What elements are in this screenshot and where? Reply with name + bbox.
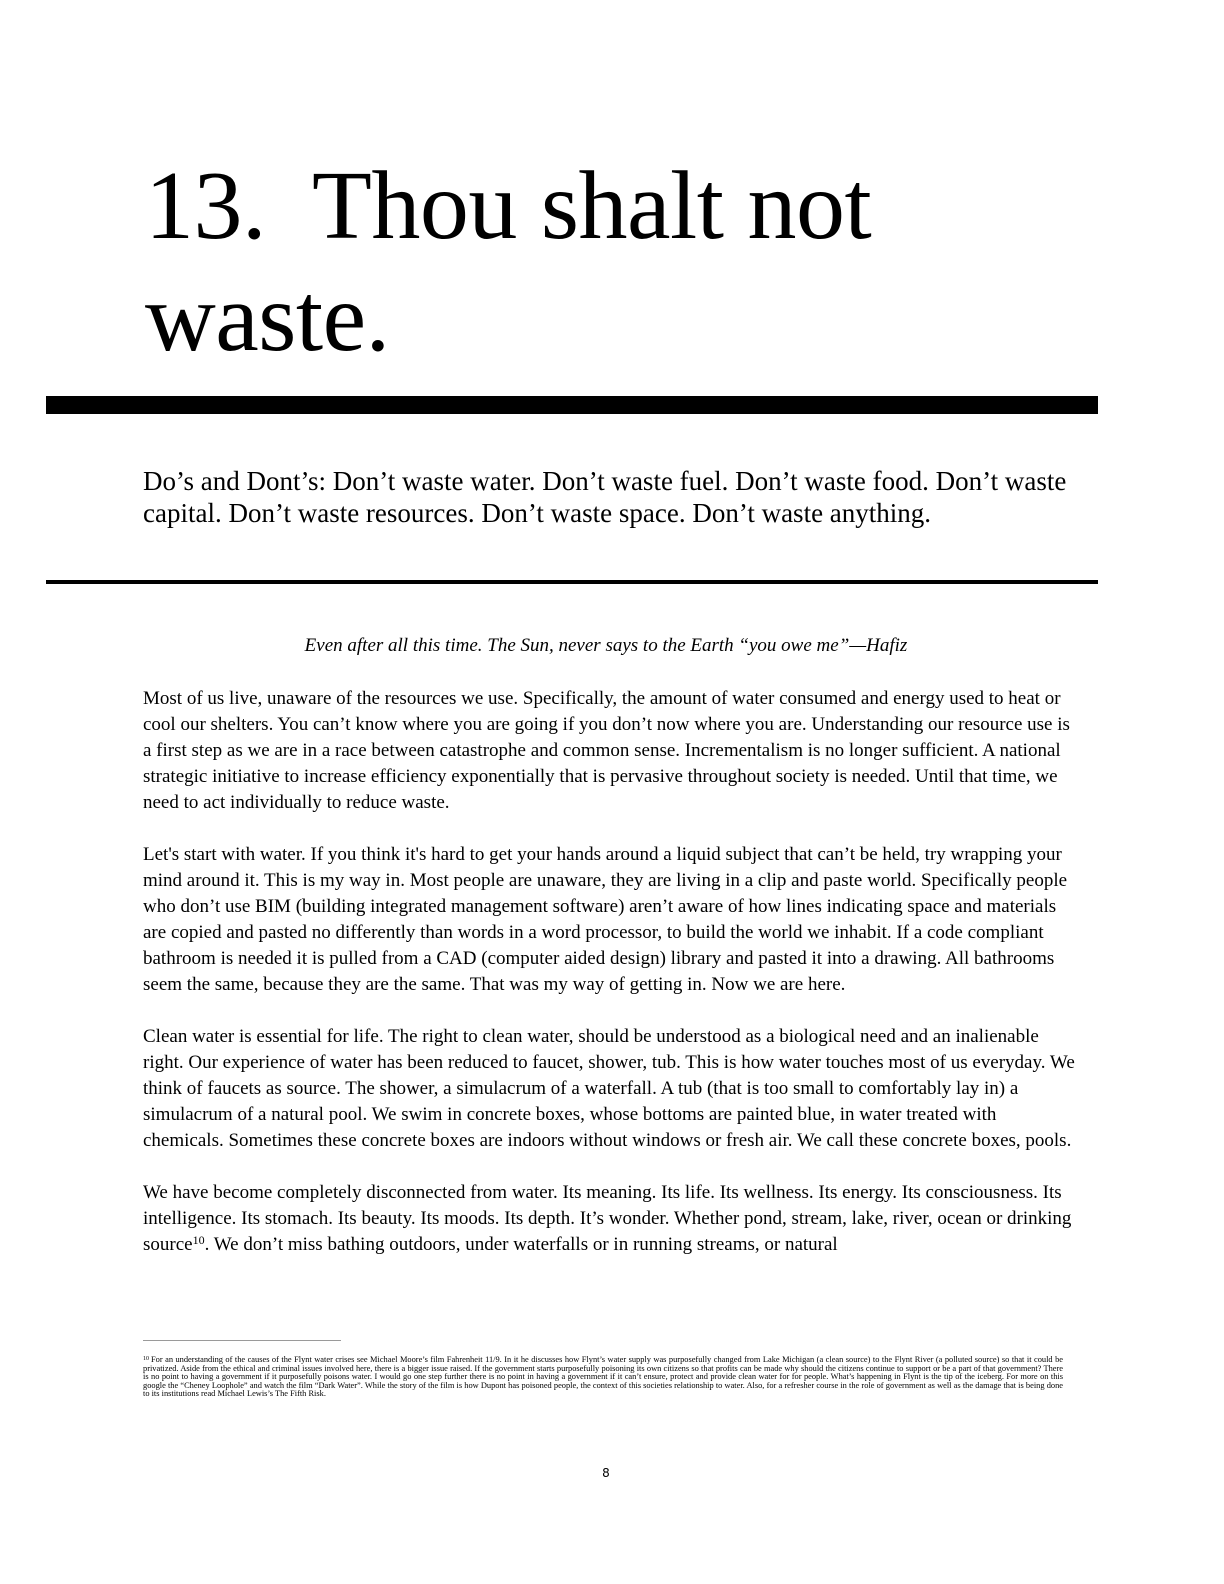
paragraph-last	[143, 1180, 1078, 1258]
footnote-marker: 10	[143, 1356, 149, 1362]
paragraph-last-continuation: . We don’t miss bathing outdoors, under waterfalls or in running streams, or natural	[204, 1234, 838, 1255]
paragraph-last-text: We have become completely disconnected from water. Its meaning. Its life. Its wellness. Its energy. Its consciousness. Its intelligence. Its stomach. Its beauty. Its moods. Its depth. It’s wonder. Whether pond, stream, lake, river, ocean or drinking source	[143, 1182, 1072, 1255]
page-number: 8	[602, 1466, 610, 1480]
footnote	[143, 1355, 1063, 1399]
chapter-number: 13.	[145, 152, 266, 260]
footnote-divider	[143, 1340, 341, 1341]
footnote-text: For an understanding of the causes of the Flynt water crises see Michael Moore’s film Fahrenheit 11/9. In it he discusses how Flynt’s water supply was purposefully changed from Lake Michigan (a clean source) to the Flynt River (a polluted source) so that it could be privatized. Aside from the ethical and criminal issues involved here, there is a bigger issue raised. If the government starts purposefully poisoning its own citizens so that profits can be made why should the citizens continue to support or be a part of that government? There is no point to having a government if it purposefully poisons water. I would go one step further there is no point in having a government if it can’t ensure, protect and provide clean water for for people. What’s happening in Flynt is the tip of the iceberg. For more on this google the “Cheney Loophole” and watch the film “Dark Water”. While the story of the film is how Dupont has poisoned people, the context of this societies relationship to water. Also, for a refresher course in the role of government as well as the damage that is being done to its institutions read Michael Lewis’s The Fifth Risk.	[143, 1355, 1063, 1399]
chapter-title	[145, 150, 1045, 374]
body-text	[143, 686, 1078, 1284]
paragraph: Let's start with water. If you think it's hard to get your hands around a liquid subject that can’t be held, try wrapping your mind around it. This is my way in. Most people are unaware, they are living in a clip and paste world. Specifically people who don’t use BIM (building integrated management software) aren’t aware of how lines indicating space and materials are copied and pasted no differently than words in a word processor, to build the world we inhabit. If a code compliant bathroom is needed it is pulled from a CAD (computer aided design) library and pasted it into a drawing. All bathrooms seem the same, because they are the same. That was my way of getting in. Now we are here.	[143, 844, 1068, 995]
thin-divider	[46, 580, 1098, 584]
thick-divider	[46, 396, 1098, 414]
paragraph: Most of us live, unaware of the resources we use. Specifically, the amount of water consumed and energy used to heat or cool our shelters. You can’t know where you are going if you don’t now where you are. Understanding our resource use is a first step as we are in a race between catastrophe and common sense. Incrementalism is no longer sufficient. A national strategic initiative to increase efficiency exponentially that is pervasive throughout society is needed. Until that time, we need to act individually to reduce waste.	[143, 688, 1070, 813]
footnote-reference[interactable]: 10	[192, 1233, 205, 1247]
epigraph: Even after all this time. The Sun, never says to the Earth “you owe me”—Hafiz	[304, 635, 908, 656]
dos-and-donts: Do’s and Dont’s: Don’t waste water. Don’t waste fuel. Don’t waste food. Don’t waste capital. Don’t waste resources. Don’t waste space. Don’t waste anything.	[143, 466, 1067, 528]
paragraph: Clean water is essential for life. The right to clean water, should be understood as a biological need and an inalienable right. Our experience of water has been reduced to faucet, shower, tub. This is how water touches most of us everyday. We think of faucets as source. The shower, a simulacrum of a waterfall. A tub (that is too small to comfortably lay in) a simulacrum of a natural pool. We swim in concrete boxes, whose bottoms are painted blue, in water treated with chemicals. Sometimes these concrete boxes are indoors without windows or fresh air. We call these concrete boxes, pools.	[143, 1026, 1075, 1151]
chapter-title-text: Thou shalt not waste.	[145, 152, 872, 372]
